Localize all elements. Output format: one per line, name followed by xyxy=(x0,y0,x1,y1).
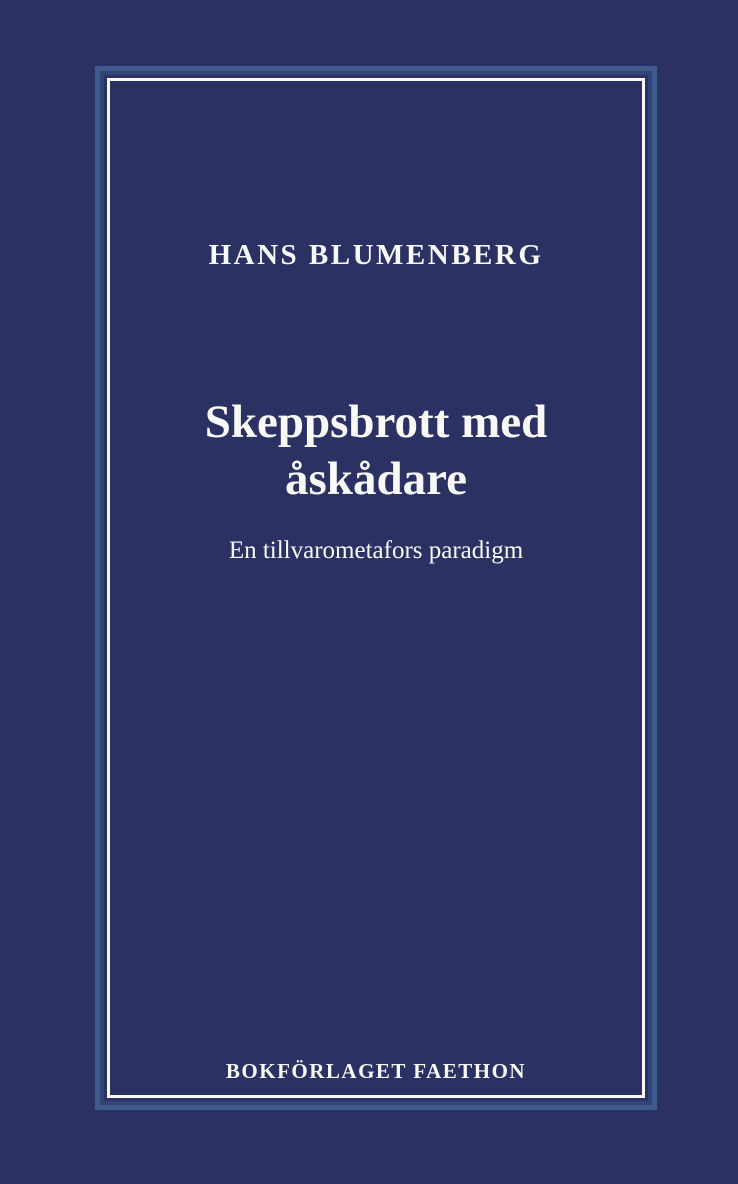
cover-frame-gap xyxy=(104,75,648,1101)
book-title xyxy=(95,394,657,508)
cover-inner-white-frame xyxy=(107,78,645,1098)
author-name: HANS BLUMENBERG xyxy=(208,239,544,271)
cover-outer-blue-frame-shade xyxy=(100,71,652,1105)
book-subtitle: En tillvarometafors paradigm xyxy=(228,537,524,564)
book-title-line-2: åskådare xyxy=(285,453,467,505)
book-title-line-1: Skeppsbrott med xyxy=(204,396,548,448)
publisher-name: BOKFÖRLAGET FAETHON xyxy=(225,1059,527,1083)
cover-outer-blue-frame xyxy=(95,66,657,1110)
